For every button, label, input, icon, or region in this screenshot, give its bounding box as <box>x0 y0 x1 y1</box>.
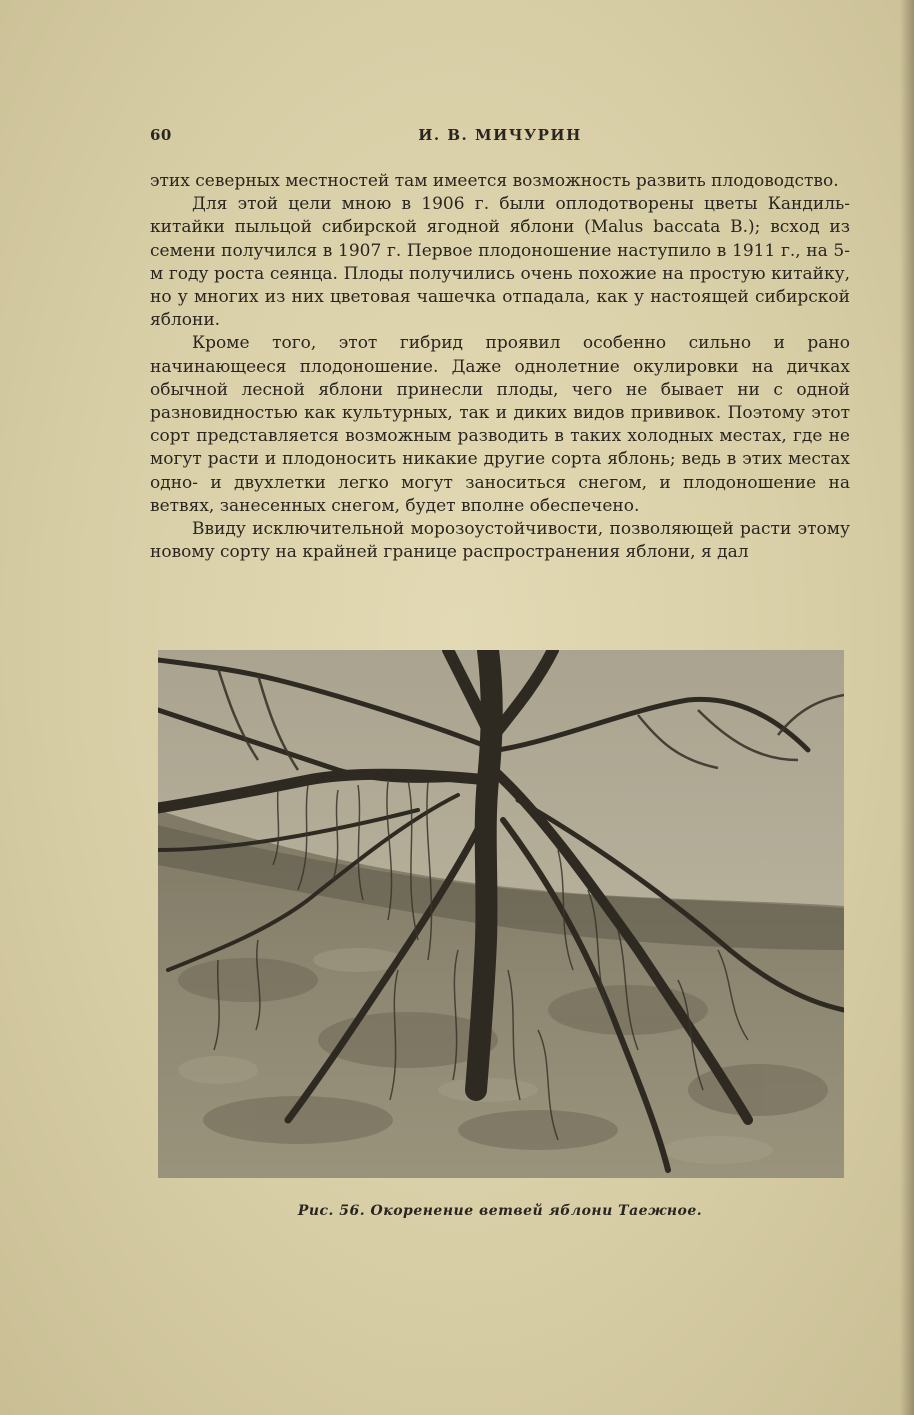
photo-rooted-apple-branches <box>158 650 844 1178</box>
page-edge-shadow <box>900 0 914 1415</box>
paragraph-3: Кроме того, этот гибрид проявил особенно сильно и рано начинающееся плодоношение. Даже однолетние окулировки на дичках обычной лесной яблони принесли плоды, чего не бывает ни с одной разновидностью как культурных, так и диких видов прививок. Поэтому этот сорт представляется возможным разводить в таких холодных местах, где не могут расти и плодоносить никакие другие сорта яблонь; ведь в этих местах одно- и двухлетки легко могут заноситься снегом, и плодоношение на ветвях, занесенных снегом, будет вполне обеспечено. <box>150 333 850 516</box>
photo-illustration <box>158 650 844 1178</box>
paragraph-4: Ввиду исключительной морозоустойчивости, позволяющей расти этому новому сорту на крайней границе распространения яблони, я дал <box>150 519 850 563</box>
body-text <box>150 170 850 564</box>
running-head: И. В. МИЧУРИН <box>418 126 582 144</box>
figure-caption: Рис. 56. Окоренение ветвей яблони Таежное. <box>297 1203 703 1219</box>
page-header <box>150 126 850 148</box>
paragraph-2: Для этой цели мною в 1906 г. были оплодотворены цветы Кандиль-китайки пыльцой сибирской ягодной яблони (Malus baccata B.); всход из семени получился в 1907 г. Первое плодоношение наступило в 1911 г., на 5-м году роста сеянца. Плоды получились очень похожие на простую китайку, но у многих из них цветовая чашечка отпадала, как у настоящей сибирской яблони. <box>150 194 850 331</box>
paragraph-1: этих северных местностей там имеется возможность развить плодоводство. <box>150 171 839 191</box>
page-number: 60 <box>150 126 172 144</box>
